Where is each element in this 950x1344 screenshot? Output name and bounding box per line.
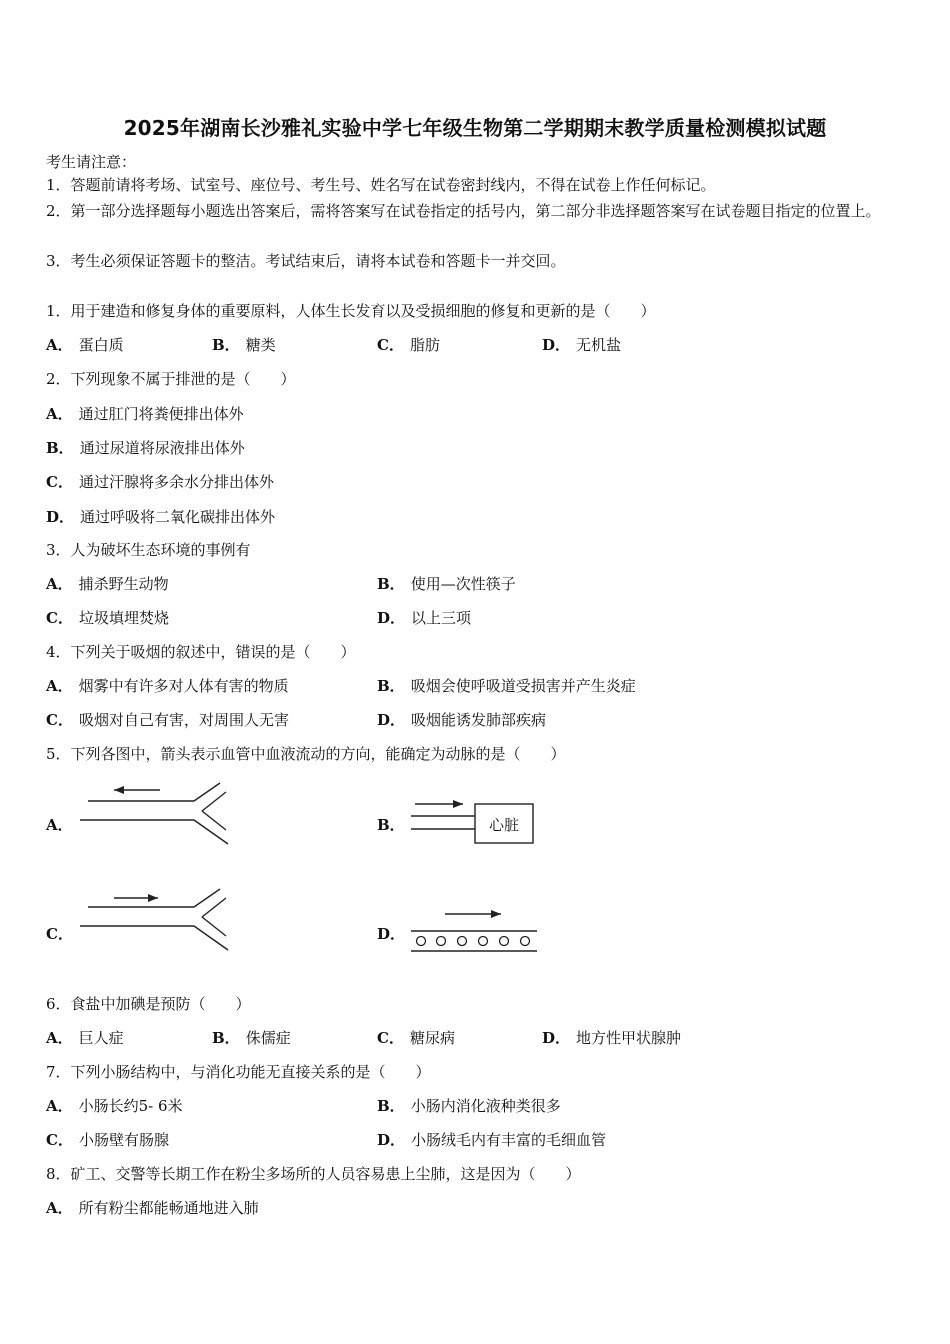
q3-option-b[interactable]: B． 使用—次性筷子 [377,575,516,593]
question-8-stem: 8．矿工、交警等长期工作在粉尘多场所的人员容易患上尘肺，这是因为（ ） [46,1165,581,1183]
q7-option-a[interactable]: A． 小肠长约5- 6米 [46,1097,183,1115]
q7-option-c[interactable]: C． 小肠壁有肠腺 [46,1131,169,1149]
notice-item-2: 2．第一部分选择题每小题选出答案后，需将答案写在试卷指定的括号内，第二部分非选择题答案写在试卷题目指定的位置上。 [46,202,881,220]
heart-label: 心脏 [488,816,520,834]
q3-option-d[interactable]: D． 以上三项 [377,609,472,627]
q7-option-d[interactable]: D． 小肠绒毛内有丰富的毛细血管 [377,1131,607,1149]
q2-option-c[interactable]: C． 通过汗腺将多余水分排出体外 [46,473,274,491]
q5-option-a[interactable]: A． [46,816,73,834]
question-5-stem: 5．下列各图中，箭头表示血管中血液流动的方向，能确定为动脉的是（ ） [46,745,566,763]
q7-option-b[interactable]: B． 小肠内消化液种类很多 [377,1097,561,1115]
q6-option-a[interactable]: A． 巨人症 [46,1029,124,1047]
question-6-stem: 6．食盐中加碘是预防（ ） [46,995,251,1013]
q5-diagram-c [76,886,236,954]
notice-item-1: 1．答题前请将考场、试室号、座位号、考生号、姓名写在试卷密封线内，不得在试卷上作任何标记。 [46,176,716,194]
q4-option-b[interactable]: B． 吸烟会使呼吸道受损害并产生炎症 [377,677,636,695]
q3-option-c[interactable]: C． 垃圾填埋焚烧 [46,609,169,627]
notice-heading: 考生请注意： [46,153,137,171]
q5-option-b[interactable]: B． [377,816,405,834]
question-7-stem: 7．下列小肠结构中，与消化功能无直接关系的是（ ） [46,1063,431,1081]
q5-diagram-a [76,780,236,848]
q4-option-c[interactable]: C． 吸烟对自己有害，对周围人无害 [46,711,289,729]
notice-item-3: 3．考生必须保证答题卡的整洁。考试结束后，请将本试卷和答题卡一并交回。 [46,252,566,270]
q2-option-b[interactable]: B． 通过尿道将尿液排出体外 [46,439,245,457]
q6-option-c[interactable]: C． 糖尿病 [377,1029,455,1047]
q5-diagram-d [405,904,545,956]
question-4-stem: 4．下列关于吸烟的叙述中，错误的是（ ） [46,643,356,661]
q2-option-d[interactable]: D． 通过呼吸将二氧化碳排出体外 [46,508,276,526]
q1-option-c[interactable]: C． 脂肪 [377,336,440,354]
q2-option-a[interactable]: A． 通过肛门将粪便排出体外 [46,405,244,423]
q1-option-a[interactable]: A． 蛋白质 [46,336,124,354]
q5-diagram-b [405,795,540,847]
q5-option-d[interactable]: D． [377,925,406,943]
q3-option-a[interactable]: A． 捕杀野生动物 [46,575,169,593]
q4-option-d[interactable]: D． 吸烟能诱发肺部疾病 [377,711,547,729]
page-title: 2025年湖南长沙雅礼实验中学七年级生物第二学期期末教学质量检测模拟试题 [123,116,827,140]
q8-option-a[interactable]: A． 所有粉尘都能畅通地进入肺 [46,1199,259,1217]
question-1-stem: 1．用于建造和修复身体的重要原料，人体生长发育以及受损细胞的修复和更新的是（ ） [46,302,656,320]
question-3-stem: 3．人为破坏生态环境的事例有 [46,541,251,559]
question-2-stem: 2．下列现象不属于排泄的是（ ） [46,370,296,388]
q1-option-d[interactable]: D． 无机盐 [542,336,622,354]
q4-option-a[interactable]: A． 烟雾中有许多对人体有害的物质 [46,677,289,695]
q5-option-c[interactable]: C． [46,925,73,943]
q6-option-b[interactable]: B． 侏儒症 [212,1029,291,1047]
q6-option-d[interactable]: D． 地方性甲状腺肿 [542,1029,682,1047]
q1-option-b[interactable]: B． 糖类 [212,336,276,354]
